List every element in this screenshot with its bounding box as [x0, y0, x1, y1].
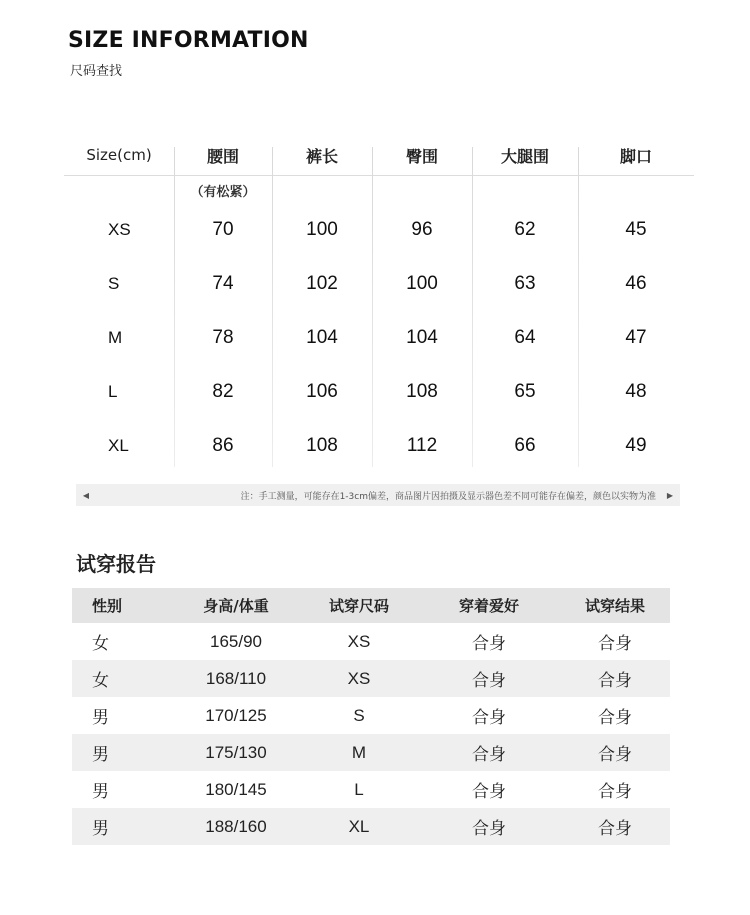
result-value: 合身 [598, 671, 632, 691]
preference-value: 合身 [472, 708, 506, 728]
thigh-value: 62 [514, 219, 536, 240]
header-hem: 脚口 [619, 146, 652, 166]
thigh-value: 63 [514, 273, 536, 294]
trial-size-value: S [353, 705, 365, 725]
scroll-right-icon[interactable]: ▶ [666, 490, 674, 500]
hem-value: 48 [625, 381, 647, 402]
header-preference: 穿着爱好 [458, 597, 519, 615]
header-size: Size(cm) [86, 146, 152, 164]
fit-report-row [72, 660, 670, 697]
fit-report-row [72, 697, 670, 734]
trial-size-value: XS [347, 631, 371, 651]
header-gender: 性别 [92, 597, 123, 615]
preference-value: 合身 [472, 782, 506, 802]
trial-size-value: XL [348, 816, 370, 836]
result-value: 合身 [598, 819, 632, 839]
size-label: M [108, 328, 123, 347]
length-value: 100 [306, 219, 338, 240]
gender-value: 男 [92, 745, 109, 765]
result-value: 合身 [598, 782, 632, 802]
hip-value: 104 [406, 327, 438, 348]
preference-value: 合身 [472, 634, 506, 654]
length-value: 106 [306, 381, 338, 402]
waist-value: 82 [212, 381, 234, 402]
trial-size-value: L [354, 779, 364, 799]
size-row [64, 203, 694, 257]
size-row [64, 311, 694, 365]
hip-value: 96 [411, 219, 433, 240]
trial-size-value: M [351, 742, 367, 762]
size-label: XL [108, 436, 129, 455]
height-weight-value: 188/160 [205, 816, 267, 836]
height-weight-value: 170/125 [205, 705, 267, 725]
preference-value: 合身 [472, 745, 506, 765]
length-value: 108 [306, 435, 338, 456]
waist-value: 70 [212, 219, 234, 240]
preference-value: 合身 [472, 671, 506, 691]
size-chart-header [64, 135, 694, 176]
page-subtitle: 尺码查找 [70, 64, 123, 79]
size-label: S [108, 274, 120, 293]
height-weight-value: 180/145 [205, 779, 267, 799]
measurement-note-bar[interactable] [76, 484, 680, 506]
fit-report-row [72, 808, 670, 845]
scroll-left-icon[interactable]: ◀ [82, 490, 90, 500]
length-value: 102 [306, 273, 338, 294]
fit-report-row [72, 623, 670, 660]
page-title: SIZE INFORMATION [68, 28, 309, 53]
thigh-value: 66 [514, 435, 536, 456]
hem-value: 49 [625, 435, 647, 456]
hem-value: 45 [625, 219, 647, 240]
hip-value: 108 [406, 381, 438, 402]
size-chart-body [64, 203, 694, 473]
measurement-note-text: 注：手工测量，可能存在1-3cm偏差，商品图片因拍摄及显示器色差不同可能存在偏差，颜色以实物为准 [240, 491, 656, 502]
header-height-weight: 身高/体重 [203, 597, 269, 615]
size-chart-table [64, 135, 694, 456]
gender-value: 女 [92, 634, 109, 654]
length-value: 104 [306, 327, 338, 348]
fit-report-header [72, 588, 670, 623]
result-value: 合身 [598, 634, 632, 654]
fit-report-table [72, 588, 670, 845]
hem-value: 47 [625, 327, 647, 348]
gender-value: 男 [92, 819, 109, 839]
header-result: 试穿结果 [584, 597, 645, 615]
waist-value: 74 [212, 273, 234, 294]
size-row [64, 365, 694, 419]
height-weight-value: 168/110 [205, 668, 267, 688]
header-thigh: 大腿围 [500, 146, 549, 166]
thigh-value: 64 [514, 327, 536, 348]
waist-value: 86 [212, 435, 234, 456]
hem-value: 46 [625, 273, 647, 294]
waist-value: 78 [212, 327, 234, 348]
size-row [64, 419, 694, 473]
header-trial-size: 试穿尺码 [328, 597, 389, 615]
size-label: L [108, 382, 118, 401]
size-label: XS [108, 220, 131, 239]
thigh-value: 65 [514, 381, 536, 402]
hip-value: 112 [406, 435, 438, 456]
waist-elastic-note: （有松紧） [190, 185, 256, 200]
header-length: 裤长 [305, 146, 338, 166]
height-weight-value: 165/90 [210, 631, 262, 651]
header-hip: 臀围 [405, 146, 438, 166]
header-waist: 腰围 [206, 146, 239, 166]
gender-value: 男 [92, 708, 109, 728]
trial-size-value: XS [347, 668, 371, 688]
size-row [64, 257, 694, 311]
gender-value: 女 [92, 671, 109, 691]
hip-value: 100 [406, 273, 438, 294]
fit-report-row [72, 734, 670, 771]
gender-value: 男 [92, 782, 109, 802]
result-value: 合身 [598, 745, 632, 765]
preference-value: 合身 [472, 819, 506, 839]
height-weight-value: 175/130 [205, 742, 267, 762]
result-value: 合身 [598, 708, 632, 728]
fit-report-row [72, 771, 670, 808]
fit-report-title: 试穿报告 [76, 552, 156, 576]
